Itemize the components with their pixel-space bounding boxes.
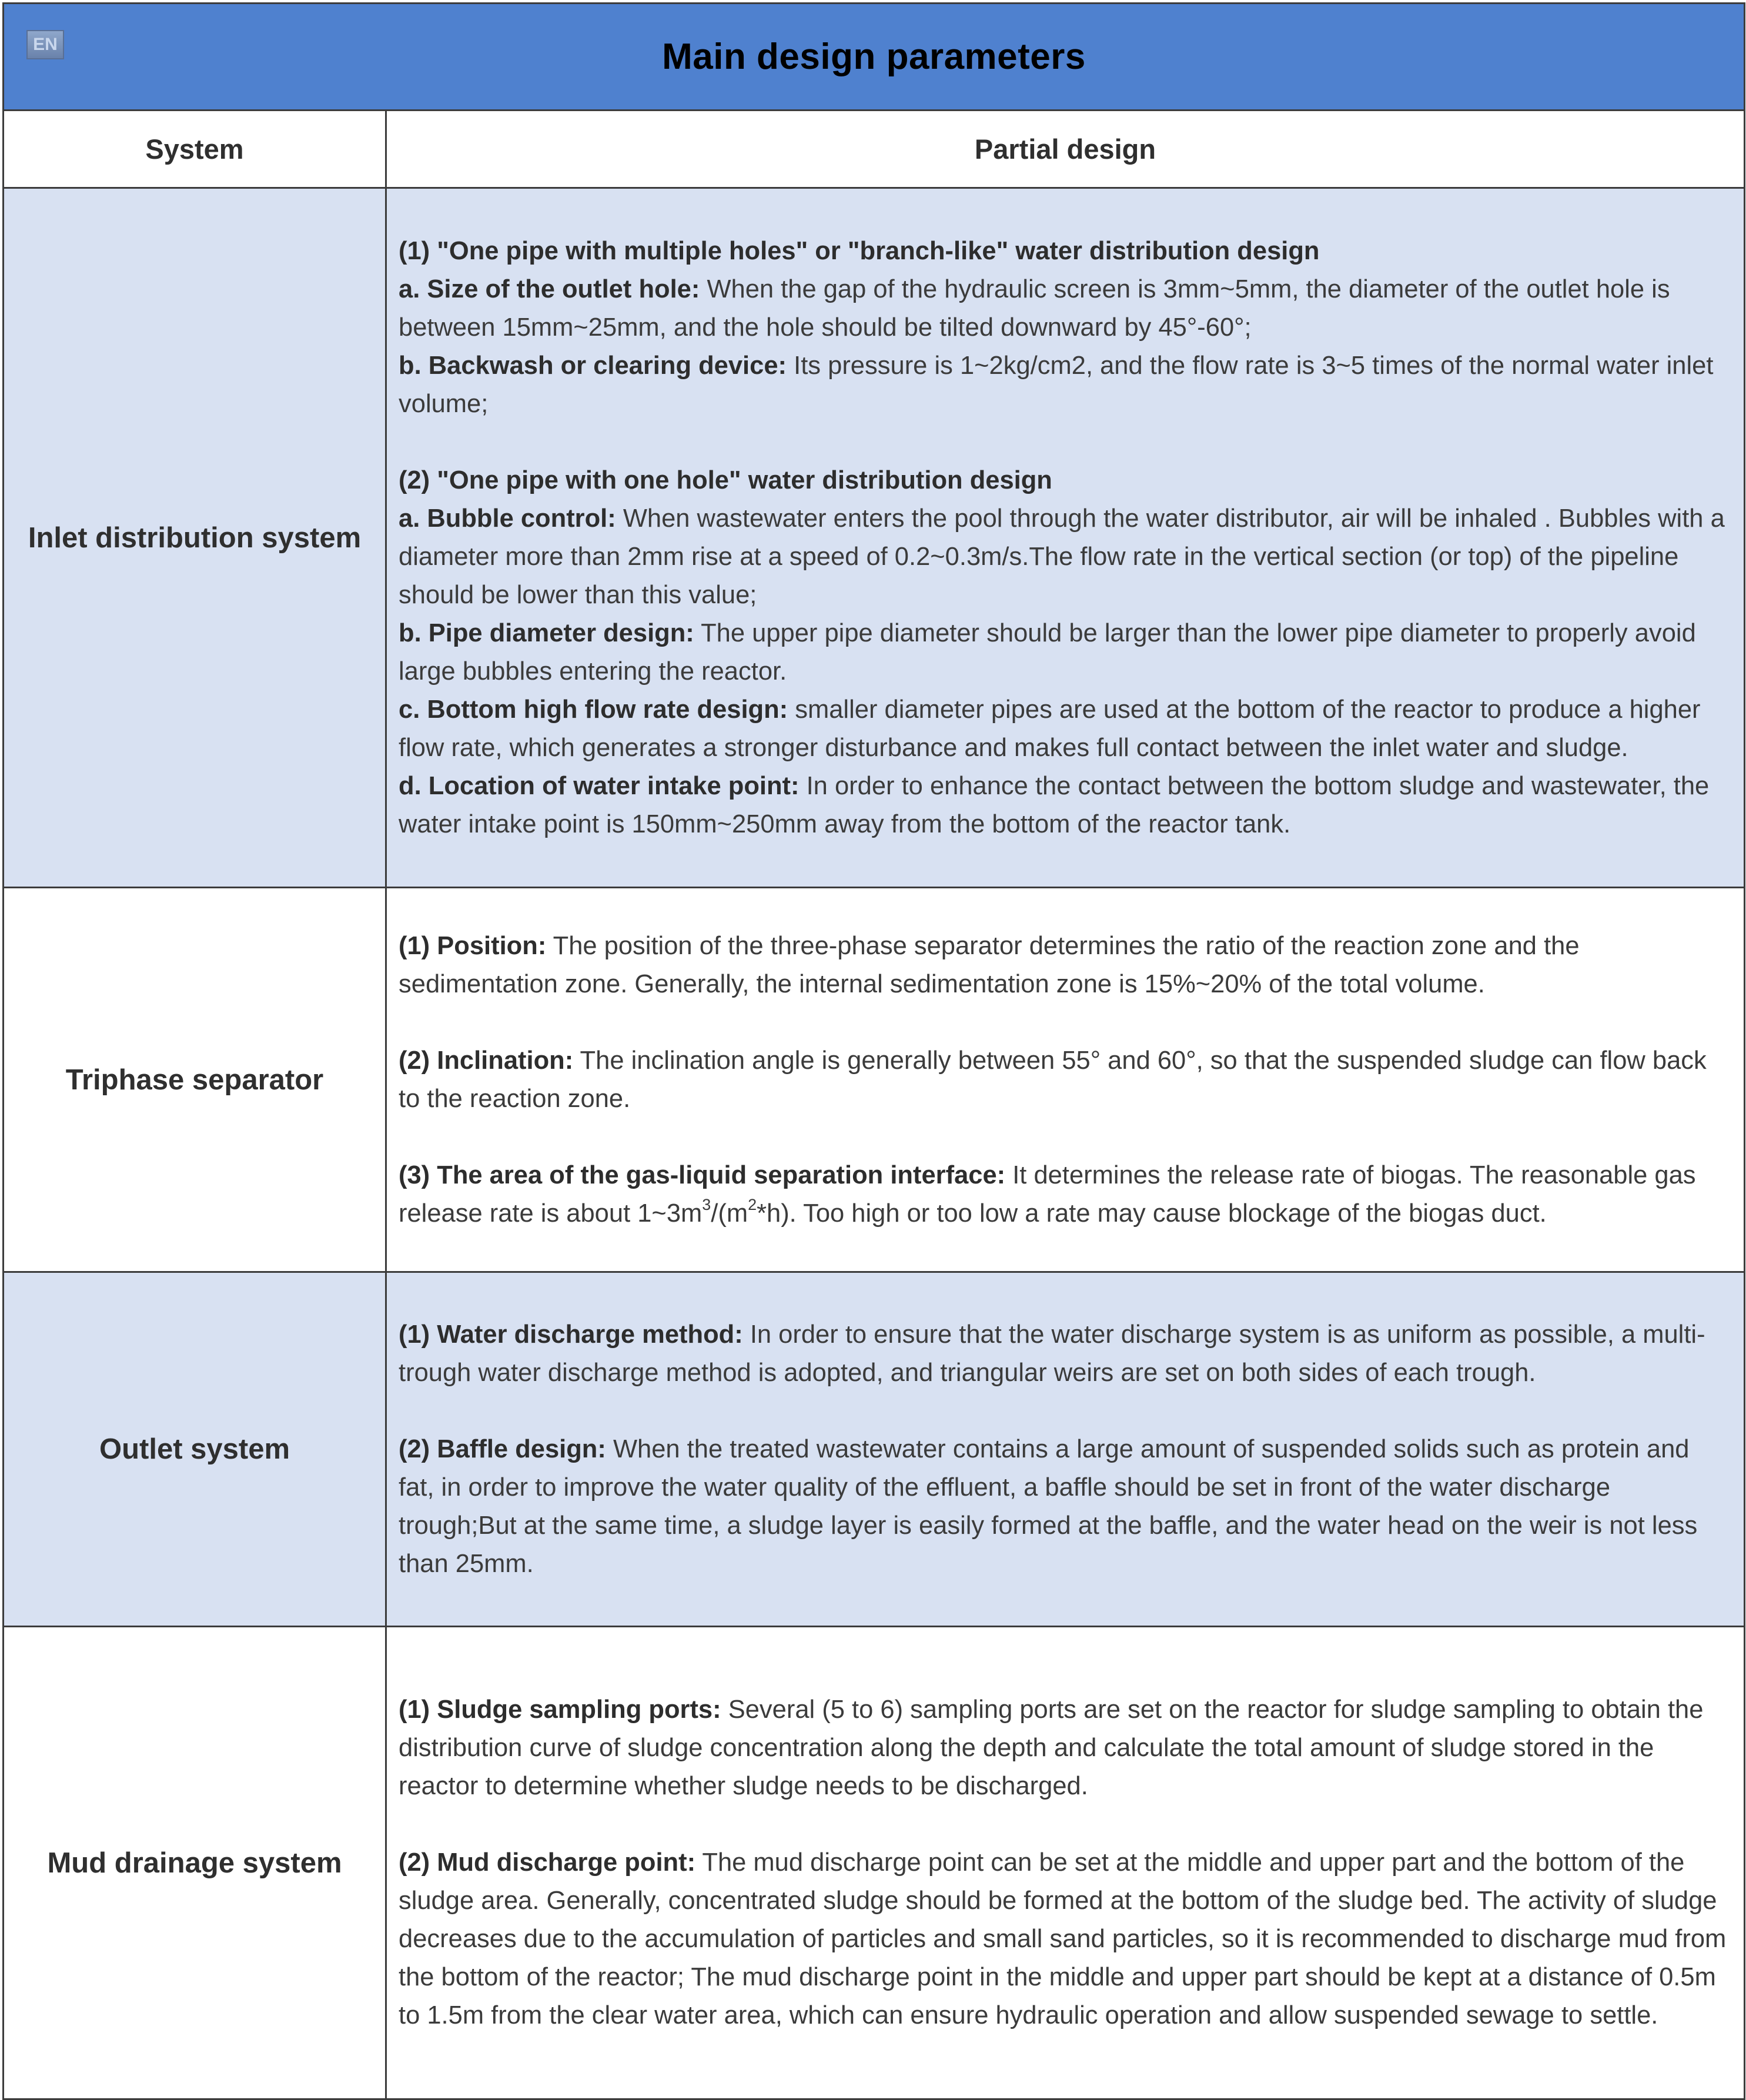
design-item <box>399 1042 1731 1118</box>
en-logo-icon: EN <box>26 30 64 59</box>
section-heading: (1) "One pipe with multiple holes" or "branch-like" water distribution design <box>399 236 1320 265</box>
design-item <box>399 1691 1731 1805</box>
header-system: System <box>4 111 386 188</box>
item-text: The upper pipe diameter should be larger than the lower pipe diameter to properly avoid large bubbles entering the reactor. <box>399 618 1696 685</box>
item-label: (2) Baffle design: <box>399 1434 606 1463</box>
spacer <box>399 423 1731 462</box>
item-text: The mud discharge point can be set at the middle and upper part and the bottom of the sludge area. Generally, concentrated sludge should be formed at the bottom of the sludge bed. The activity of sludge decreases due to the accumulation of particles and small sand particles, so it is recommended to discharge mud from the bottom of the reactor; The mud discharge point in the middle and upper part should be kept at a distance of 0.5m to 1.5m from the clear water area, which can ensure hydraulic operation and allow suspended sewage to settle. <box>399 1848 1727 2029</box>
item-text: It determines the release rate of biogas. The reasonable gas release rate is about 1~3m <box>399 1161 1696 1228</box>
design-parameters-table <box>2 2 1745 2100</box>
section-heading: (2) "One pipe with one hole" water distribution design <box>399 466 1052 494</box>
table-row-outlet <box>4 1272 1745 1627</box>
item-label: (3) The area of the gas-liquid separation interface: <box>399 1161 1006 1189</box>
table-title: Main design parameters <box>662 36 1086 77</box>
item-text: smaller diameter pipes are used at the bottom of the reactor to produce a higher flow rate, which generates a stronger disturbance and makes full contact between the inlet water and sludge. <box>399 695 1701 762</box>
design-item <box>399 614 1731 691</box>
item-label: (1) Position: <box>399 931 547 960</box>
system-name: Outlet system <box>4 1272 386 1627</box>
item-text: The inclination angle is generally between 55° and 60°, so that the suspended sludge can flow back to the reaction zone. <box>399 1046 1707 1113</box>
design-item <box>399 691 1731 767</box>
table-row-mud-drainage <box>4 1627 1745 2099</box>
spacer <box>399 1004 1731 1042</box>
design-item <box>399 767 1731 844</box>
item-label: (2) Inclination: <box>399 1046 574 1075</box>
superscript: 3 <box>702 1195 711 1213</box>
design-description <box>386 1627 1745 2099</box>
item-text: *h). Too high or too low a rate may cause blockage of the biogas duct. <box>757 1199 1547 1228</box>
design-item <box>399 1156 1731 1233</box>
spacer <box>399 1118 1731 1156</box>
title-cell <box>4 4 1745 111</box>
item-text: /(m <box>711 1199 748 1228</box>
item-text: When the gap of the hydraulic screen is 3mm~5mm, the diameter of the outlet hole is between 15mm~25mm, and the hole should be tilted downward by 45°-60°; <box>399 275 1670 342</box>
system-name: Triphase separator <box>4 888 386 1272</box>
design-item <box>399 270 1731 347</box>
item-label: b. Pipe diameter design: <box>399 618 694 647</box>
spacer <box>399 1805 1731 1844</box>
item-text: In order to ensure that the water discharge system is as uniform as possible, a multi-trough water discharge method is adopted, and triangular weirs are set on both sides of each trough. <box>399 1320 1705 1387</box>
header-partial-design: Partial design <box>386 111 1745 188</box>
item-text: When the treated wastewater contains a large amount of suspended solids such as protein and fat, in order to improve the water quality of the effluent, a baffle should be set in front of the water discharge trough;But at the same time, a sludge layer is easily formed at the baffle, and the water head on the weir is not less than 25mm. <box>399 1434 1698 1578</box>
title-row <box>4 4 1745 111</box>
design-item <box>399 500 1731 614</box>
item-label: a. Bubble control: <box>399 504 616 533</box>
item-text: The position of the three-phase separator determines the ratio of the reaction zone and the sedimentation zone. Generally, the internal sedimentation zone is 15%~20% of the total volume. <box>399 931 1580 998</box>
design-description <box>386 1272 1745 1627</box>
design-item <box>399 347 1731 423</box>
design-item <box>399 1430 1731 1583</box>
design-description <box>386 888 1745 1272</box>
item-label: a. Size of the outlet hole: <box>399 275 700 303</box>
item-label: b. Backwash or clearing device: <box>399 351 787 380</box>
item-label: (1) Water discharge method: <box>399 1320 743 1349</box>
item-label: (1) Sludge sampling ports: <box>399 1696 721 1724</box>
spacer <box>399 1392 1731 1430</box>
item-text: Its pressure is 1~2kg/cm2, and the flow rate is 3~5 times of the normal water inlet volume; <box>399 351 1714 418</box>
item-label: (2) Mud discharge point: <box>399 1848 696 1877</box>
design-item <box>399 1316 1731 1392</box>
header-row <box>4 111 1745 188</box>
system-name: Inlet distribution system <box>4 188 386 888</box>
item-label: d. Location of water intake point: <box>399 771 800 800</box>
design-description <box>386 188 1745 888</box>
superscript: 2 <box>748 1195 757 1213</box>
item-text: When wastewater enters the pool through the water distributor, air will be inhaled . Bubbles with a diameter more than 2mm rise at a speed of 0.2~0.3m/s.The flow rate in the vertical section (or top) of the pipeline should be lower than this value; <box>399 504 1725 609</box>
item-text: Several (5 to 6) sampling ports are set on the reactor for sludge sampling to obtain the distribution curve of sludge concentration along the depth and calculate the total amount of sludge stored in the reactor to determine whether sludge needs to be discharged. <box>399 1696 1704 1800</box>
table-row-inlet <box>4 188 1745 888</box>
design-item <box>399 1844 1731 2035</box>
design-item <box>399 927 1731 1004</box>
table-row-triphase <box>4 888 1745 1272</box>
item-text: In order to enhance the contact between the bottom sludge and wastewater, the water intake point is 150mm~250mm away from the bottom of the reactor tank. <box>399 771 1710 838</box>
system-name: Mud drainage system <box>4 1627 386 2099</box>
item-label: c. Bottom high flow rate design: <box>399 695 788 724</box>
